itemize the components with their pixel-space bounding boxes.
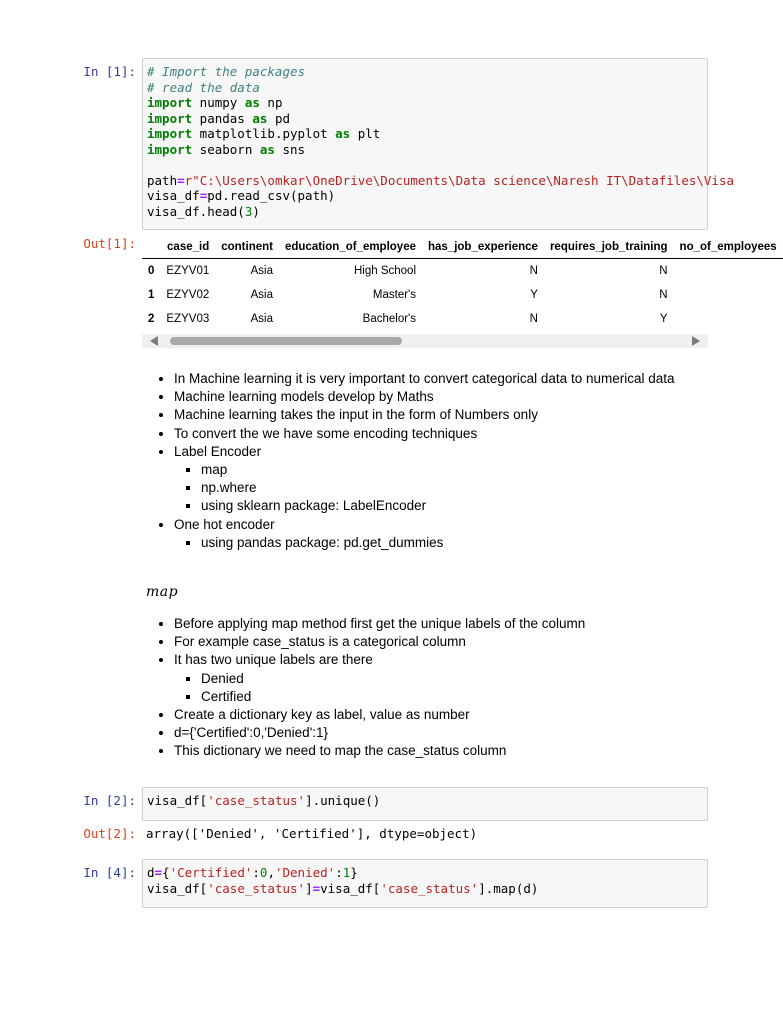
- list-item: • To convert the we have some encoding techniques: [174, 425, 706, 443]
- table-cell: Bachelor's: [362, 313, 416, 325]
- code-line: [147, 157, 703, 173]
- sub-list-item: ▪ map: [201, 461, 706, 479]
- code-line: visa_df['case_status'].unique(): [147, 793, 381, 808]
- map-list: [146, 615, 706, 761]
- table-column-header: case_id: [167, 241, 210, 253]
- table-column-header: [142, 236, 160, 259]
- list-item: • One hot encoder ▪ using pandas package: pd.get_dummies: [174, 516, 706, 552]
- code-line: path=r"C:\Users\omkar\OneDrive\Documents\Data science\Naresh IT\Datafiles\Visa: [147, 172, 735, 188]
- scroll-left-arrow-icon[interactable]: [150, 336, 158, 346]
- row-index: 0: [148, 265, 155, 277]
- encoding-list: [146, 370, 706, 552]
- sub-list-item: ▪ np.where: [201, 479, 706, 497]
- cell-2-code: [147, 793, 703, 809]
- map-heading: map: [146, 584, 179, 600]
- table-cell: High School: [353, 265, 416, 277]
- markdown-cell-map: [146, 615, 706, 761]
- table-cell: Y: [659, 313, 668, 325]
- code-line: import seaborn as sns: [147, 141, 306, 157]
- code-line: import matplotlib.pyplot as plt: [147, 126, 381, 141]
- list-item: • In Machine learning it is very important to convert categorical data to numerical data: [174, 370, 706, 388]
- cell-2-out-prompt: Out[2]:: [83, 826, 136, 841]
- list-item: • This dictionary we need to map the case_status column: [174, 742, 706, 760]
- sub-list: [174, 670, 706, 706]
- cell-2-in-prompt: In [2]:: [83, 793, 136, 808]
- row-index: 1: [148, 289, 155, 301]
- table-column-header: continent: [221, 241, 273, 253]
- table-cell: N: [529, 265, 538, 277]
- table-cell: Asia: [250, 265, 273, 277]
- cell-4-code: [147, 865, 703, 896]
- cell-1-out-prompt: Out[1]:: [83, 236, 136, 251]
- table-cell: [674, 307, 783, 331]
- horizontal-scrollbar[interactable]: [142, 334, 708, 348]
- dataframe-table: [142, 236, 783, 331]
- cell-1-code-input[interactable]: [142, 58, 735, 230]
- row-index: 2: [148, 313, 155, 325]
- table-cell: N: [659, 289, 668, 301]
- list-item: • Machine learning models develop by Maths: [174, 388, 706, 406]
- cell-4-code-input[interactable]: [142, 859, 708, 908]
- code-line: visa_df=pd.read_csv(path): [147, 188, 336, 203]
- table-cell: Y: [530, 289, 538, 301]
- table-cell: EZYV02: [166, 289, 210, 301]
- table-row: [142, 259, 783, 284]
- sub-list: [174, 461, 706, 516]
- scroll-thumb[interactable]: [170, 337, 402, 345]
- table-column-header: no_of_employees: [679, 241, 777, 253]
- list-item: • Label Encoder ▪ map ▪ np.where ▪ using sklearn package: LabelEncoder: [174, 443, 706, 516]
- list-item: • It has two unique labels are there ▪ Denied ▪ Certified: [174, 651, 706, 706]
- sub-list-item: ▪ using pandas package: pd.get_dummies: [201, 534, 706, 552]
- table-cell: [674, 259, 783, 284]
- sub-list: [174, 534, 706, 552]
- table-column-header: has_job_experience: [428, 241, 538, 253]
- table-cell: N: [529, 313, 538, 325]
- table-header-row: [142, 236, 783, 259]
- table-row: [142, 307, 783, 331]
- table-cell: Asia: [250, 313, 273, 325]
- list-item: • For example case_status is a categorical column: [174, 633, 706, 651]
- table-cell: EZYV01: [166, 265, 210, 277]
- cell-2-code-input[interactable]: [142, 787, 708, 821]
- code-line: # Import the packages: [147, 64, 306, 79]
- cell-1-in-prompt: In [1]:: [83, 64, 136, 79]
- list-item: • Before applying map method first get the unique labels of the column: [174, 615, 706, 633]
- table-cell: N: [659, 265, 668, 277]
- cell-1-code: [147, 64, 735, 219]
- table-cell: Asia: [250, 289, 273, 301]
- sub-list-item: ▪ Certified: [201, 688, 706, 706]
- sub-list-item: ▪ using sklearn package: LabelEncoder: [201, 497, 706, 515]
- list-item: • Machine learning takes the input in the form of Numbers only: [174, 406, 706, 424]
- code-line: visa_df['case_status']=visa_df['case_status'].map(d): [147, 880, 539, 896]
- table-cell: [674, 283, 783, 307]
- markdown-cell-encoding: [146, 370, 706, 552]
- code-line: d={'Certified':0,'Denied':1}: [147, 865, 358, 880]
- table-cell: Master's: [372, 289, 416, 301]
- code-line: # read the data: [147, 79, 260, 95]
- table-column-header: education_of_employee: [284, 241, 416, 253]
- cell-4-in-prompt: In [4]:: [83, 865, 136, 880]
- dataframe-output: [142, 236, 777, 354]
- table-cell: EZYV03: [166, 313, 210, 325]
- list-item: • d={'Certified':0,'Denied':1}: [174, 724, 706, 742]
- code-line: import pandas as pd: [147, 110, 291, 126]
- table-row: [142, 283, 783, 307]
- table-column-header: requires_job_training: [549, 241, 668, 253]
- sub-list-item: ▪ Denied: [201, 670, 706, 688]
- cell-2-output: array(['Denied', 'Certified'], dtype=object): [146, 826, 478, 841]
- code-line: import numpy as np: [147, 95, 283, 110]
- scroll-right-arrow-icon[interactable]: [692, 336, 700, 346]
- list-item: • Create a dictionary key as label, value as number: [174, 706, 706, 724]
- code-line: visa_df.head(3): [147, 203, 260, 219]
